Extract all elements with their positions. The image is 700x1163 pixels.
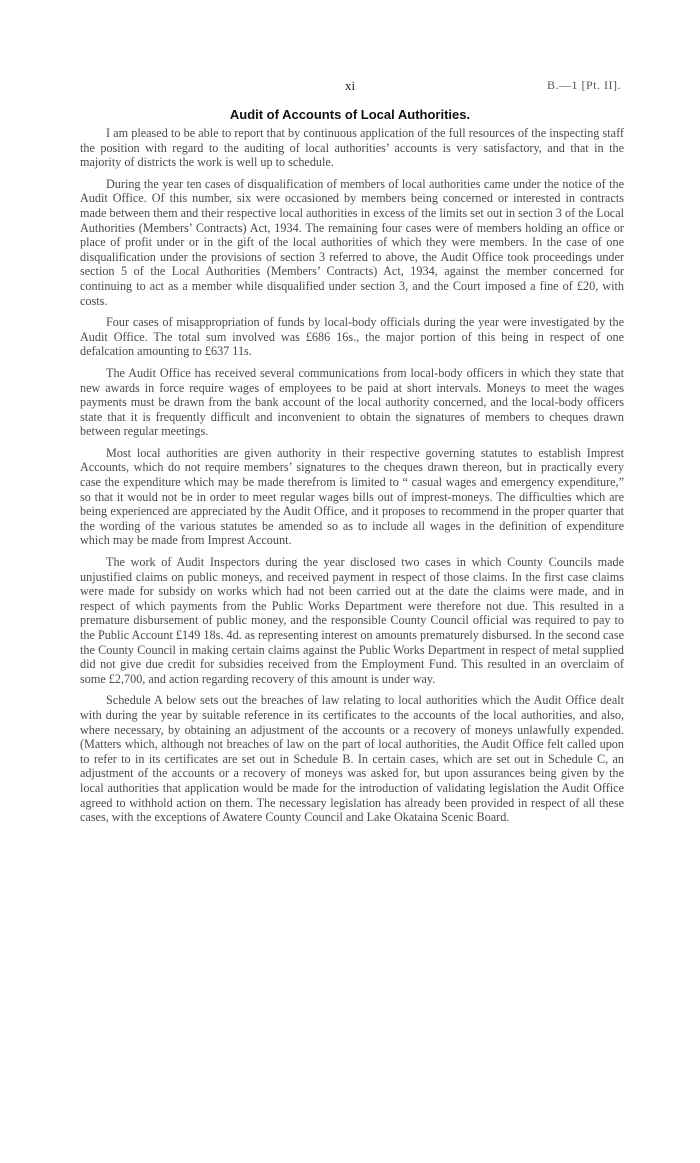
section-title: Audit of Accounts of Local Authorities. bbox=[229, 107, 471, 122]
paragraph: Most local authorities are given authority in their respective governing statutes to establish Imprest Accounts, which do not require members’ signatures to the cheques drawn thereon, but in practically every case the expenditure which may be made therefrom is limited to “ casual wages and emergency expenditure,” so that it would not be in order to meet regular wages bills out of imprest-moneys. The difficulties which are being experienced are appreciated by the Audit Office, and it proposes to recommend in the proper quarter that the wording of the various statutes be amended so as to include all wages in the definition of expenditure which may be made from Imprest Account. bbox=[80, 445, 624, 548]
document-reference: B.—1 [Pt. II]. bbox=[547, 78, 621, 92]
paragraph: The work of Audit Inspectors during the year disclosed two cases in which County Councils made unjustified claims on public moneys, and received payment in respect of those claims. In the first case claims were made for subsidy on works which had not been carried out at the date the claims were made, and in respect of which payments from the Public Works Department were therefore not due. This resulted in a premature disbursement of public money, and the responsible County Council official was required to pay to the Public Account £149 18s. 4d. as representing interest on amounts prematurely disbursed. In the second case the County Council in making certain claims against the Public Works Department in respect of metal supplied did not give due credit for subsidies received from the Employment Fund. This resulted in an overclaim of some £2,700, and action regarding recovery of this amount is under way. bbox=[80, 555, 624, 686]
body-text bbox=[80, 126, 624, 832]
paragraph: The Audit Office has received several communications from local-body officers in which they state that new awards in force require wages of employees to be paid at short intervals. Moneys to meet the wages payments must be drawn from the bank account of the local authority concerned, and the local-body officers state that it is frequently difficult and inconvenient to obtain the signatures of members to cheques drawn between regular meetings. bbox=[80, 365, 624, 439]
paragraph: Schedule A below sets out the breaches of law relating to local authorities which the Audit Office dealt with during the year by suitable reference in its certificates to the accounts of the local authorities, and also, where necessary, by obtaining an adjustment of the accounts or a recovery of moneys unlawfully expended. (Matters which, although not breaches of law on the part of local authorities, the Audit Office felt called upon to refer to in its certificates are set out in Schedule B. In certain cases, which are set out in Schedule C, an adjustment of the accounts or a recovery of moneys was asked for, but upon assurances being given by the local authorities that application would be made for the introduction of validating legislation the Audit Office agreed to withhold action on them. The necessary legislation has already been provided in respect of all these cases, with the exceptions of Awatere County Council and Lake Okataina Scenic Board. bbox=[80, 693, 624, 825]
paragraph: I am pleased to be able to report that by continuous application of the full resources of the inspecting staff the position with regard to the auditing of local authorities’ accounts is very satisfactory, and that in the majority of districts the work is well up to schedule. bbox=[80, 126, 624, 170]
paragraph: Four cases of misappropriation of funds by local-body officials during the year were investigated by the Audit Office. The total sum involved was £686 16s., the major portion of this being in respect of one defalcation amounting to £637 11s. bbox=[80, 315, 624, 359]
page-number: xi bbox=[344, 78, 356, 93]
paragraph: During the year ten cases of disqualification of members of local authorities came under the notice of the Audit Office. Of this number, six were occasioned by members being concerned or interested in contracts made between them and their respective local authorities in excess of the limits set out in section 3 of the Local Authorities (Members’ Contracts) Act, 1934. The remaining four cases were of members holding an office or place of profit under or in the gift of the local authorities of which they were members. In the case of one disqualification under the provisions of section 3 referred to above, the Audit Office took proceedings under section 5 of the Local Authorities (Members’ Contracts) Act, 1934, against the member concerned for continuing to act as a member while disqualified under section 3, and the Court imposed a fine of £20, with costs. bbox=[80, 176, 624, 308]
